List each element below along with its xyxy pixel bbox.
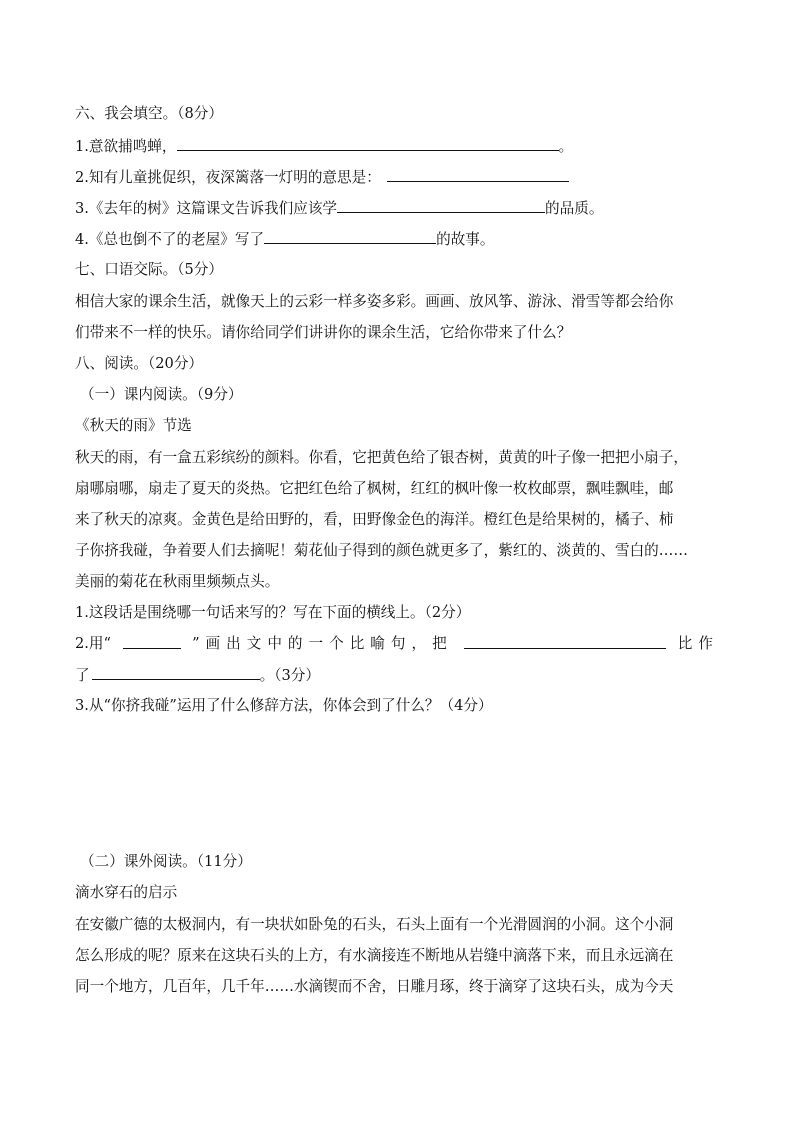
question-text-end: 的故事。 xyxy=(436,231,495,248)
answer-blank[interactable] xyxy=(387,167,569,182)
passage-2-line xyxy=(75,946,673,966)
section-7-heading xyxy=(75,260,223,280)
reading-1-question-3 xyxy=(75,696,493,716)
prompt-text: 们带来不一样的快乐。请你给同学们讲讲你的课余生活，它给你带来了什么？ xyxy=(75,324,572,341)
answer-blank[interactable] xyxy=(92,665,260,680)
reading-1-title xyxy=(75,416,192,436)
passage-text: 同一个地方，几百年，几千年……水滴锲而不舍，日雕月琢，终于滴穿了这块石头，成为今天 xyxy=(75,978,674,995)
question-text: ”画出文中的一个比喻句，把 xyxy=(192,635,453,652)
heading-text: 六、我会填空。（8分） xyxy=(75,105,223,122)
passage-text: 美丽的菊花在秋雨里频频点头。 xyxy=(75,573,280,590)
question-text-end: 。 xyxy=(558,138,574,155)
question-text: 了 xyxy=(75,667,90,684)
passage-1-line xyxy=(75,541,688,561)
reading-1-question-1 xyxy=(75,603,470,623)
fill-question-1 xyxy=(75,136,573,157)
reading-1-question-2-cont xyxy=(75,665,320,686)
answer-blank[interactable] xyxy=(337,198,545,213)
underline-sample-blank xyxy=(123,634,181,649)
reading-1-question-2 xyxy=(75,634,719,654)
reading-2-heading xyxy=(80,852,252,872)
fill-question-3 xyxy=(75,198,603,219)
question-text: 比作 xyxy=(677,635,719,652)
section-8-heading xyxy=(75,354,203,374)
answer-blank[interactable] xyxy=(464,634,666,649)
answer-blank[interactable] xyxy=(264,229,436,244)
passage-1-line xyxy=(75,572,279,592)
reading-2-title xyxy=(75,883,177,903)
passage-2-line xyxy=(75,915,673,935)
passage-1-line xyxy=(75,479,673,499)
answer-blank[interactable] xyxy=(177,136,559,151)
passage-text: 扇哪扇哪，扇走了夏天的炎热。它把红色给了枫树，红红的枫叶像一枚枚邮票，飘哇飘哇，邮 xyxy=(75,480,674,497)
reading-1-heading xyxy=(80,385,243,405)
question-text: 2.知有儿童挑促织，夜深篱落一灯明的意思是： xyxy=(75,169,381,186)
prompt-text: 相信大家的课余生活，就像天上的云彩一样多姿多彩。画画、放风筝、游泳、滑雪等都会给你 xyxy=(75,293,674,310)
fill-question-2 xyxy=(75,167,569,188)
passage-text: 秋天的雨，有一盒五彩缤纷的颜料。你看，它把黄色给了银杏树，黄黄的叶子像一把把小扇子， xyxy=(75,449,688,466)
oral-prompt-line-1 xyxy=(75,292,673,312)
question-text: 1.意欲捕鸣蝉， xyxy=(75,138,177,155)
heading-text: 八、阅读。（20分） xyxy=(75,355,204,372)
passage-1-line xyxy=(75,510,673,530)
passage-text: 怎么形成的呢？原来在这块石头的上方，有水滴接连不断地从岩缝中滴落下来，而且永远滴在 xyxy=(75,947,674,964)
section-6-heading xyxy=(75,104,223,124)
passage-text: 子你挤我碰，争着要人们去摘呢！菊花仙子得到的颜色就更多了，紫红的、淡黄的、雪白的…… xyxy=(75,542,688,559)
question-text: 1.这段话是围绕哪一句话来写的？写在下面的横线上。（2分） xyxy=(75,604,471,621)
question-text: 3.《去年的树》这篇课文告诉我们应该学 xyxy=(75,200,338,217)
question-text: 4.《总也倒不了的老屋》写了 xyxy=(75,231,265,248)
passage-2-line xyxy=(75,977,673,997)
fill-question-4 xyxy=(75,229,494,250)
heading-text: （二）课外阅读。（11分） xyxy=(80,853,252,870)
heading-text: 七、口语交际。（5分） xyxy=(75,261,223,278)
passage-1-line xyxy=(75,448,688,468)
heading-text: （一）课内阅读。（9分） xyxy=(80,386,243,403)
question-text-end: 。（3分） xyxy=(259,667,320,684)
question-text-end: 的品质。 xyxy=(545,200,604,217)
passage-text: 来了秋天的凉爽。金黄色是给田野的，看，田野像金色的海洋。橙红色是给果树的，橘子、柿 xyxy=(75,511,674,528)
question-text: 3.从“你挤我碰”运用了什么修辞方法，你体会到了什么？（4分） xyxy=(75,697,493,714)
title-text: 《秋天的雨》节选 xyxy=(75,417,192,434)
passage-text: 在安徽广德的太极洞内，有一块状如卧兔的石头，石头上面有一个光滑圆润的小洞。这个小洞 xyxy=(75,916,674,933)
question-text: 2.用“ xyxy=(75,635,111,652)
oral-prompt-line-2 xyxy=(75,323,571,343)
title-text: 滴水穿石的启示 xyxy=(75,884,178,901)
